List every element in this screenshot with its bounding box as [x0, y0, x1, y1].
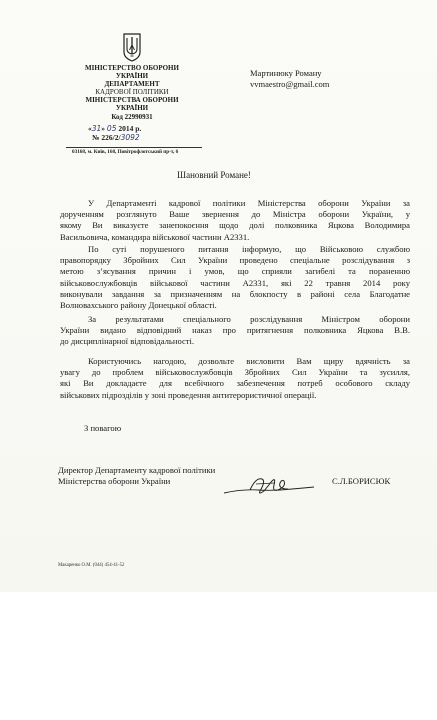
letter-number — [92, 133, 192, 142]
recipient-email: vvmaestro@gmail.com — [250, 79, 330, 89]
ministry-address: 03168, м. Київ, 168, Повітрофлотський пр-т, 6 — [72, 149, 179, 155]
header-ukraine-2: УКРАЇНИ — [115, 104, 149, 112]
paragraph-line: По суті порушеного питання інформую, що Військовою службою — [88, 244, 410, 254]
paragraph-line: метою з’ясування причин і умов, що сприяли загибелі та пораненню — [60, 266, 410, 277]
header-personnel-policy: КАДРОВОЇ ПОЛІТИКИ — [95, 88, 169, 96]
body-paragraph-4 — [60, 356, 410, 401]
header-ministry-of-defence: МІНІСТЕРСТВА ОБОРОНИ — [85, 96, 179, 104]
header-code: Код 22990931 — [111, 113, 153, 121]
date-close-quote: » — [101, 124, 106, 133]
date-day-handwritten: 31 — [91, 124, 102, 133]
blank-area — [0, 592, 437, 720]
paragraph-line: У Департаменті кадрової політики Міністерства оборони України за — [88, 198, 410, 208]
date-open-quote: « — [88, 124, 92, 133]
paragraph-line: Васильовича, командира військової частини А2331. — [60, 231, 250, 242]
handwritten-signature — [222, 473, 318, 499]
header-ukraine: УКРАЇНИ — [115, 72, 149, 80]
paragraph-line: правопорядку Збройних Сил України проведено спеціальне розслідування з — [60, 255, 410, 266]
header-ministry: МІНІСТЕРСТВО ОБОРОНИ — [85, 64, 179, 72]
paragraph-line: військових підрозділів у зоні проведення антитерористичної операції. — [60, 389, 317, 400]
paragraph-line: якому Ви виказуєте занепокоєння щодо долі полковника Яцкова Володимира — [60, 220, 410, 231]
body-paragraph-2 — [60, 244, 410, 311]
executor-contact: Макаренко О.М. (044) 454-41-52 — [58, 563, 125, 568]
letter-date — [88, 124, 198, 133]
closing-regards: З повагою — [84, 423, 122, 433]
paragraph-line: Волновахського району Донецької області. — [60, 300, 217, 311]
salutation: Шановний Романе! — [177, 170, 251, 180]
paragraph-line: увагу до проблем військовослужбовців Збройних Сил України та зусилля, — [60, 367, 410, 378]
paragraph-line: дорученням розглянуто Ваше звернення до Міністра оборони України, у — [60, 209, 410, 220]
address-divider — [66, 147, 202, 148]
date-year: 2014 р. — [118, 124, 142, 133]
header-department: ДЕПАРТАМЕНТ — [104, 80, 160, 88]
number-prefix: № 226/2/ — [92, 133, 121, 142]
paragraph-line: до дисциплінарної відповідальності. — [60, 336, 195, 347]
signatory-title-line-2: Міністерства оборони України — [58, 476, 171, 486]
signatory-title-line-1: Директор Департаменту кадрової політики — [58, 465, 216, 475]
signatory-name: С.Л.БОРИСЮК — [332, 476, 391, 486]
paragraph-line: які Ви докладаєте для всебічного забезпечення потреб особового складу — [60, 378, 410, 389]
paragraph-line: Користуючись нагодою, дозвольте висловити Вам щиру вдячність за — [88, 356, 410, 366]
trident-emblem-icon — [121, 32, 143, 62]
date-month-handwritten: 05 — [106, 124, 117, 133]
paragraph-line: За результатами спеціального розслідування Міністром оборони — [88, 314, 410, 324]
paragraph-line: України видано відповідний наказ про притягнення полковника Яцкова В.В. — [60, 325, 410, 336]
body-paragraph-1 — [60, 198, 410, 243]
paragraph-line: військовослужбовців військової частини А2331, які 22 травня 2014 року — [60, 277, 410, 288]
number-handwritten: 3092 — [120, 133, 140, 142]
paragraph-line: виконували завдання за призначенням на блокпосту в районі села Благодатне — [60, 288, 410, 299]
body-paragraph-3 — [60, 314, 410, 348]
recipient-name: Мартинюку Роману — [250, 68, 322, 78]
